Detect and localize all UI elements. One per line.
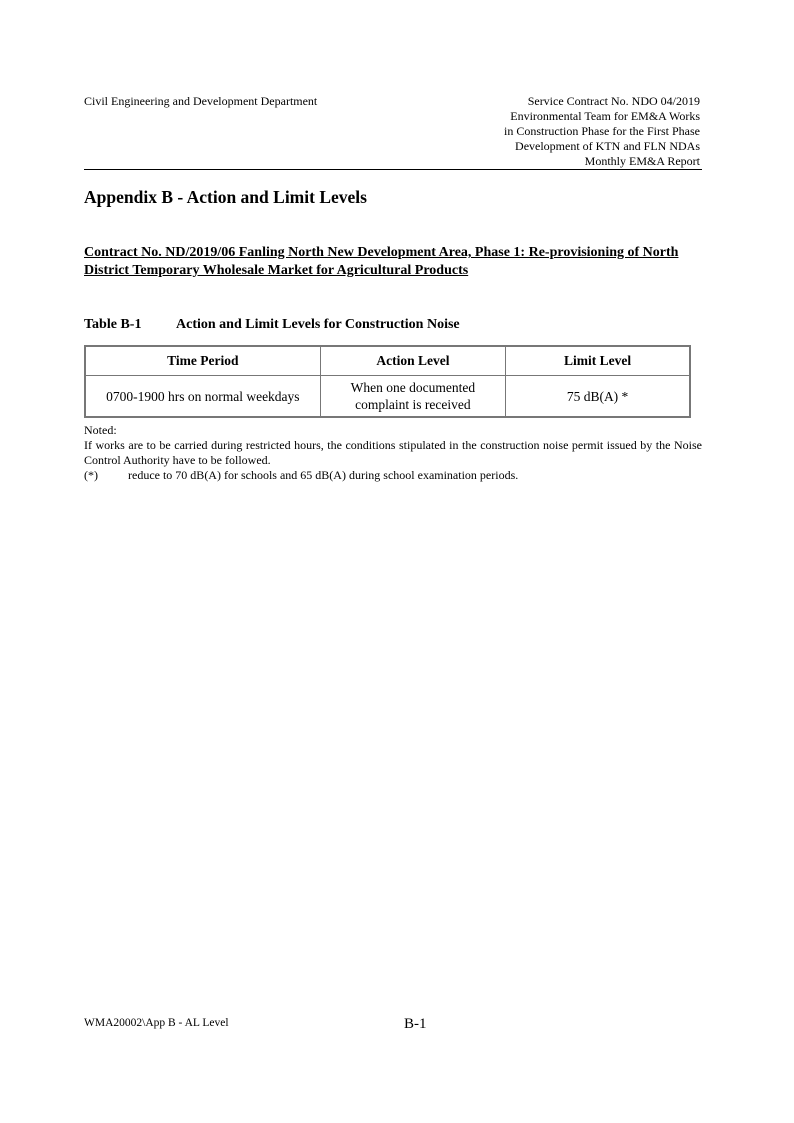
footer-file-reference: WMA20002\App B - AL Level [84, 1017, 229, 1029]
table-title: Action and Limit Levels for Construction Noise [176, 317, 460, 332]
header-line: in Construction Phase for the First Phase [504, 124, 700, 138]
header-divider [84, 169, 702, 170]
cell-time-period: 0700-1900 hrs on normal weekdays [85, 376, 320, 418]
cell-action-level: When one documented complaint is received [320, 376, 505, 418]
header-line: Development of KTN and FLN NDAs [515, 139, 700, 153]
table-number: Table B-1 [84, 317, 142, 332]
footnote-star [84, 468, 702, 483]
notes-text: If works are to be carried during restricted hours, the conditions stipulated in the construction noise permit issued by the Noise Control Authority have to be followed. [84, 438, 702, 467]
table-row [85, 376, 690, 418]
header-contract-info [504, 94, 700, 169]
footnote-text: reduce to 70 dB(A) for schools and 65 dB(A) during school examination periods. [128, 468, 519, 482]
table-caption [84, 316, 460, 334]
column-header-limit-level: Limit Level [506, 346, 690, 376]
table-header-row [85, 346, 690, 376]
header-department: Civil Engineering and Development Department [84, 94, 318, 108]
footnote-mark: (*) [84, 468, 98, 482]
cell-limit-level: 75 dB(A) * [506, 376, 690, 418]
header-line: Service Contract No. NDO 04/2019 [527, 94, 700, 108]
table-notes [84, 423, 702, 483]
header-line: Environmental Team for EM&A Works [510, 109, 700, 123]
contract-title: Contract No. ND/2019/06 Fanling North New Development Area, Phase 1: Re-provisioning of North District Temporary Wholesale Market for Agricultural Products [84, 245, 679, 278]
column-header-time-period: Time Period [85, 346, 320, 376]
header-line: Monthly EM&A Report [584, 154, 700, 168]
action-limit-table [84, 345, 691, 418]
page-number: B-1 [404, 1016, 427, 1032]
column-header-action-level: Action Level [320, 346, 505, 376]
appendix-title: Appendix B - Action and Limit Levels [84, 187, 367, 207]
notes-label: Noted: [84, 423, 117, 437]
